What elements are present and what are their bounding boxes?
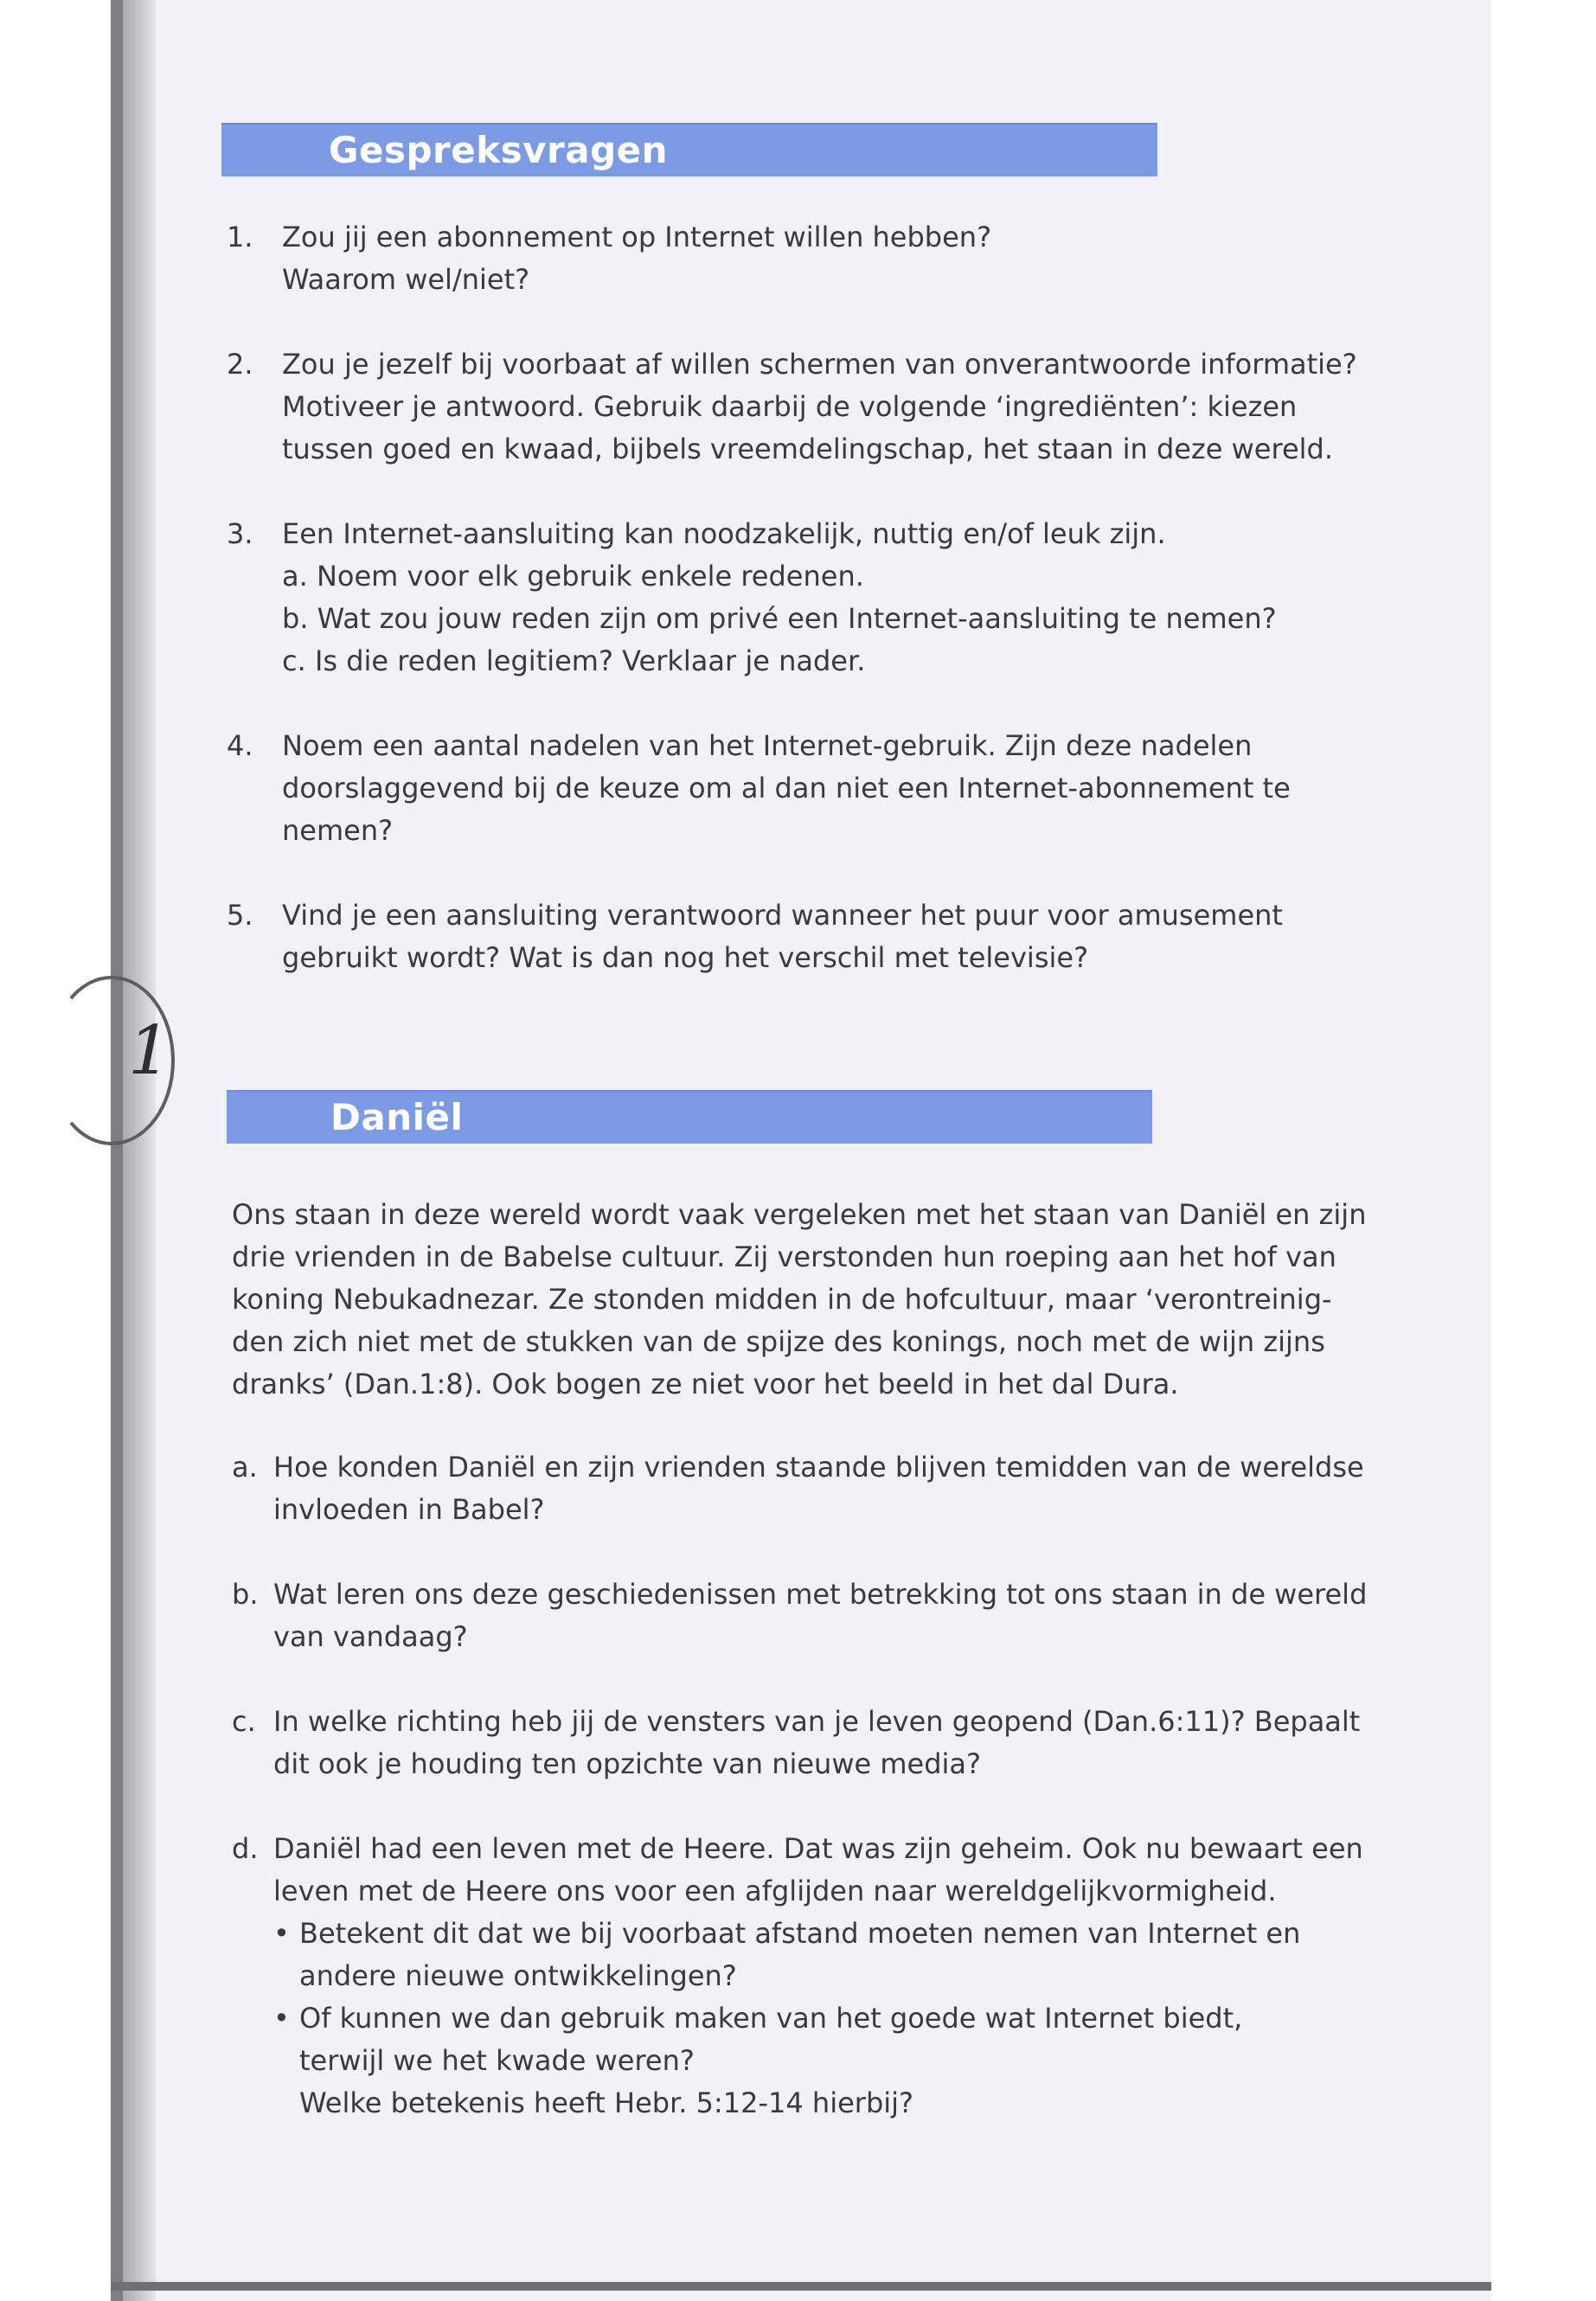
text-line: koning Nebukadnezar. Ze stonden midden in de hofcultuur, maar ‘verontreinig- xyxy=(232,1283,1332,1316)
text-line: Vind je een aansluiting verantwoord wanneer het puur voor amusement xyxy=(282,899,1283,932)
text-line: nemen? xyxy=(282,814,394,847)
text-line: Welke betekenis heeft Hebr. 5:12-14 hierbij? xyxy=(299,2086,914,2119)
section-title: Gespreksvragen xyxy=(329,129,669,171)
text-line: Hoe konden Daniël en zijn vrienden staande blijven temidden van de wereldse xyxy=(273,1451,1364,1484)
text-line: leven met de Heere ons voor een afglijden naar wereldgelijkvormigheid. xyxy=(273,1875,1277,1907)
list-item xyxy=(227,216,1357,301)
text-line: Waarom wel/niet? xyxy=(282,263,530,296)
list-item xyxy=(227,343,1357,471)
item-text xyxy=(232,1446,1367,1531)
list-item xyxy=(227,725,1357,852)
item-text xyxy=(227,216,1357,301)
text-line: Een Internet-aansluiting kan noodzakelijk, nuttig en/of leuk zijn. xyxy=(282,517,1166,550)
bullet-item xyxy=(273,1913,1367,1997)
text-line: terwijl we het kwade weren? xyxy=(299,2044,695,2077)
item-text xyxy=(232,1828,1367,2125)
list-item xyxy=(232,1701,1367,1785)
bullet-icon: • xyxy=(273,1917,290,1950)
text-line: den zich niet met de stukken van de spijze des konings, noch met de wijn zijns xyxy=(232,1325,1325,1358)
intro-paragraph xyxy=(232,1194,1366,1406)
text-line: Daniël had een leven met de Heere. Dat was zijn geheim. Ook nu bewaart een xyxy=(273,1832,1363,1865)
text-line: tussen goed en kwaad, bijbels vreemdelingschap, het staan in deze wereld. xyxy=(282,433,1333,465)
text-line: In welke richting heb jij de vensters van je leven geopend (Dan.6:11)? Bepaalt xyxy=(273,1705,1361,1738)
item-text xyxy=(227,725,1357,852)
text-line: c. Is die reden legitiem? Verklaar je nader. xyxy=(282,644,866,677)
item-text xyxy=(232,1574,1367,1658)
text-line: invloeden in Babel? xyxy=(273,1493,545,1526)
item-number: 3. xyxy=(227,517,253,550)
text-line: Betekent dit dat we bij voorbaat afstand moeten nemen van Internet en xyxy=(299,1917,1301,1950)
bullet-icon: • xyxy=(273,2002,290,2035)
text-line: Noem een aantal nadelen van het Internet-gebruik. Zijn deze nadelen xyxy=(282,729,1253,762)
text-line: Ons staan in deze wereld wordt vaak vergeleken met het staan van Daniël en zijn xyxy=(232,1198,1367,1231)
page-bottom-edge xyxy=(111,2282,1491,2291)
section-title: Daniël xyxy=(330,1096,464,1138)
bullet-item xyxy=(273,1997,1367,2125)
chapter-tab-number: 1 xyxy=(128,1012,171,1090)
text-line: Zou je jezelf bij voorbaat af willen schermen van onverantwoorde informatie? xyxy=(282,348,1357,381)
section-header-gespreksvragen xyxy=(221,123,1157,176)
text-line: drie vrienden in de Babelse cultuur. Zij verstonden hun roeping aan het hof van xyxy=(232,1240,1336,1273)
text-line: gebruikt wordt? Wat is dan nog het verschil met televisie? xyxy=(282,941,1089,974)
text-line: Motiveer je antwoord. Gebruik daarbij de volgende ‘ingrediënten’: kiezen xyxy=(282,390,1298,423)
question-list xyxy=(227,216,1357,1022)
item-number: 1. xyxy=(227,221,253,253)
text-line: Of kunnen we dan gebruik maken van het goede wat Internet biedt, xyxy=(299,2002,1243,2035)
spine-shadow xyxy=(123,0,156,2301)
item-text xyxy=(227,513,1357,683)
text-line: dranks’ (Dan.1:8). Ook bogen ze niet voor het beeld in het dal Dura. xyxy=(232,1368,1179,1400)
list-item xyxy=(232,1828,1367,2125)
list-item xyxy=(232,1446,1367,1531)
text-line: doorslaggevend bij de keuze om al dan niet een Internet-abonnement te xyxy=(282,772,1291,804)
text-line: b. Wat zou jouw reden zijn om privé een Internet-aansluiting te nemen? xyxy=(282,602,1277,635)
item-number: c. xyxy=(232,1705,256,1738)
list-item xyxy=(227,513,1357,683)
text-line: andere nieuwe ontwikkelingen? xyxy=(299,1959,737,1992)
text-line: a. Noem voor elk gebruik enkele redenen. xyxy=(282,560,864,593)
text-line: dit ook je houding ten opzichte van nieuwe media? xyxy=(273,1747,982,1780)
item-number: b. xyxy=(232,1578,259,1611)
item-number: a. xyxy=(232,1451,258,1484)
item-text xyxy=(227,343,1357,471)
item-number: 5. xyxy=(227,899,253,932)
daniel-question-list xyxy=(232,1446,1367,2167)
text-line: Wat leren ons deze geschiedenissen met betrekking tot ons staan in de wereld xyxy=(273,1578,1368,1611)
text-line: van vandaag? xyxy=(273,1620,468,1653)
item-text xyxy=(232,1701,1367,1785)
item-number: 4. xyxy=(227,729,253,762)
item-number: 2. xyxy=(227,348,253,381)
item-number: d. xyxy=(232,1832,259,1865)
item-text xyxy=(227,894,1357,979)
text-line: Zou jij een abonnement op Internet willen hebben? xyxy=(282,221,992,253)
section-header-daniel xyxy=(227,1090,1152,1144)
list-item xyxy=(232,1574,1367,1658)
bullet-list xyxy=(273,1913,1367,2125)
list-item xyxy=(227,894,1357,979)
